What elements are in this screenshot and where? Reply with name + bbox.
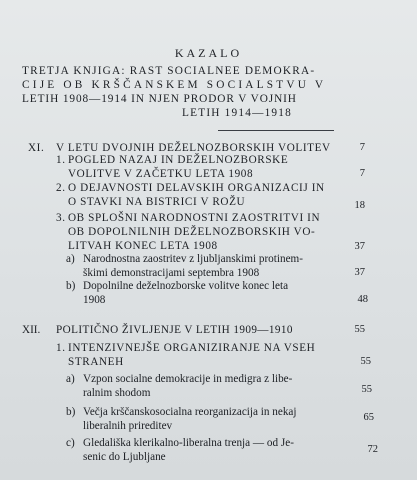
part-title-line: LETIH 1908—1914 IN NJEN PRODOR V VOJNIH	[22, 93, 297, 105]
chapter-title: V LETU DVOJNIH DEŽELNOZBORSKIH VOLITEV	[56, 142, 331, 154]
page-number: 72	[367, 444, 378, 455]
section-title	[68, 211, 320, 253]
subsection-letter: a)	[66, 373, 75, 385]
subsection-letter: b)	[66, 406, 76, 418]
chapter-number: XI.	[28, 142, 45, 154]
section-title-line: VOLITVE V ZAČETKU LETA 1908	[68, 168, 254, 180]
subsection-title	[83, 279, 288, 307]
section-title-line: INTENZIVNEJŠE ORGANIZIRANJE NA VSEH	[68, 342, 316, 354]
section-number: 1.	[56, 154, 66, 166]
page-number: 55	[354, 324, 365, 335]
chapter-title: POLITIČNO ŽIVLJENJE V LETIH 1909—1910	[56, 324, 293, 336]
subsection-title-line: Narodnostna zaostritev z ljubljanskimi protinem-	[83, 253, 303, 265]
subsection-letter: b)	[66, 280, 76, 292]
subsection-title	[83, 405, 297, 433]
part-title-line: CIJE OB KRŠČANSKEM SOCIALSTVU V	[22, 79, 327, 91]
subsection-title	[83, 252, 303, 280]
section-number: 1.	[56, 342, 66, 354]
subsection-title-line: Vzpon socialne demokracije in medigra z libe-	[83, 373, 293, 385]
subsection-title-line: Dopolnilne deželnozborske volitve konec leta	[83, 280, 289, 292]
page-number: 55	[361, 384, 372, 395]
section-title-line: STRANEH	[68, 356, 124, 368]
subsection-title-line: 1908	[83, 294, 106, 306]
subsection-letter: c)	[66, 437, 75, 449]
divider-rule	[218, 130, 334, 131]
subsection-title	[83, 372, 292, 400]
subsection-title-line: Gledališka klerikalno-liberalna trenja — od Je-	[83, 437, 294, 449]
section-title-line: O DEJAVNOSTI DELAVSKIH ORGANIZACIJ IN	[68, 182, 325, 194]
page-number: 7	[359, 142, 365, 153]
page-number: 37	[354, 241, 365, 252]
page-number: 48	[357, 294, 368, 305]
page-number: 65	[363, 412, 374, 423]
page-number: 55	[360, 356, 371, 367]
chapter-number: XII.	[22, 324, 41, 336]
section-title	[68, 181, 325, 209]
section-title-line: LITVAH KONEC LETA 1908	[68, 240, 218, 252]
section-title-line: OB SPLOŠNI NARODNOSTNI ZAOSTRITVI IN	[68, 212, 321, 224]
page-title: KAZALO	[174, 46, 243, 60]
page-number: 18	[354, 200, 365, 211]
subsection-title-line: liberalnih prireditev	[83, 420, 173, 432]
part-title	[22, 64, 392, 120]
subsection-title-line: senic do Ljubljane	[83, 451, 166, 463]
section-title-line: O STAVKI NA BISTRICI V ROŽU	[68, 196, 246, 208]
page-number: 37	[354, 267, 365, 278]
page-number: 7	[359, 168, 365, 179]
section-title	[68, 153, 288, 181]
subsection-title-line: škimi demonstracijami septembra 1908	[83, 267, 260, 279]
subsection-title-line: ralnim shodom	[83, 387, 151, 399]
subsection-letter: a)	[66, 253, 75, 265]
subsection-title	[83, 436, 294, 464]
part-title-line: TRETJA KNJIGA: RAST SOCIALNEE DEMOKRA-	[22, 65, 316, 77]
section-number: 2.	[56, 182, 66, 194]
section-title	[68, 341, 315, 369]
subsection-title-line: Večja krščanskosocialna reorganizacija in nekaj	[83, 406, 297, 418]
section-title-line: POGLED NAZAJ IN DEŽELNOZBORSKE	[68, 154, 289, 166]
section-title-line: OB DOPOLNILNIH DEŽELNOZBORSKIH VO-	[68, 226, 316, 238]
part-title-line: LETIH 1914—1918	[182, 107, 292, 119]
section-number: 3.	[56, 212, 66, 224]
